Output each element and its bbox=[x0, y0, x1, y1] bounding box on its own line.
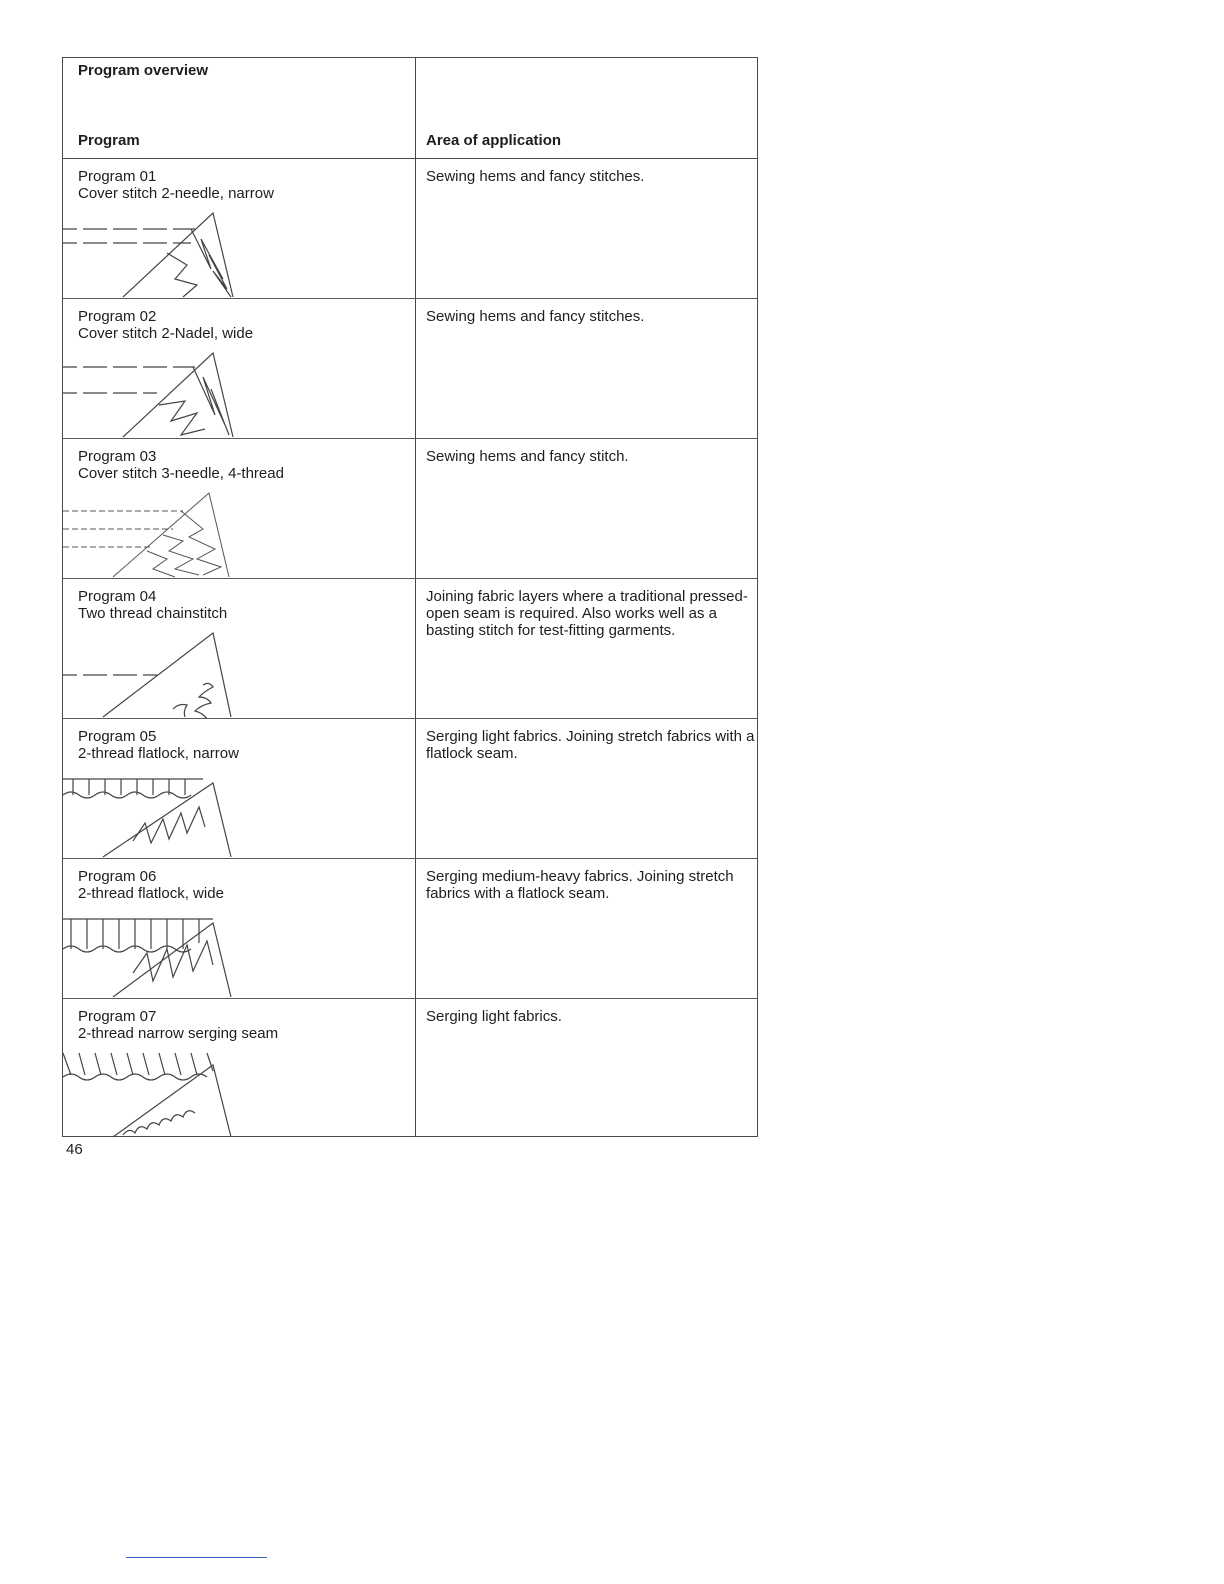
program-name: Program 04 bbox=[78, 588, 157, 605]
program-name: Program 07 bbox=[78, 1008, 157, 1025]
table-row bbox=[63, 159, 757, 299]
cover-stitch-3-needle-illustration bbox=[63, 489, 243, 579]
table-header bbox=[63, 58, 757, 159]
cover-stitch-wide-illustration bbox=[63, 349, 243, 439]
cover-stitch-narrow-illustration bbox=[63, 209, 243, 299]
program-name: Program 06 bbox=[78, 868, 157, 885]
column-header-application: Area of application bbox=[426, 132, 562, 149]
program-description: 2-thread flatlock, wide bbox=[78, 885, 224, 902]
area-of-application: Serging light fabrics. bbox=[426, 1008, 562, 1025]
column-header-program: Program bbox=[78, 132, 140, 149]
program-description: 2-thread narrow serging seam bbox=[78, 1025, 279, 1042]
table-row bbox=[63, 719, 757, 859]
table-row bbox=[63, 439, 757, 579]
area-of-application: Serging light fabrics. Joining stretch fabrics with a flatlock seam. bbox=[426, 728, 755, 762]
table-row bbox=[63, 299, 757, 439]
area-of-application: Serging medium-heavy fabrics. Joining stretch fabrics with a flatlock seam. bbox=[426, 868, 734, 902]
program-description: Cover stitch 2-needle, narrow bbox=[78, 185, 274, 202]
table-row bbox=[63, 999, 757, 1139]
flatlock-wide-illustration bbox=[63, 909, 243, 999]
program-description: Cover stitch 2-Nadel, wide bbox=[78, 325, 254, 342]
program-name: Program 05 bbox=[78, 728, 157, 745]
area-of-application: Sewing hems and fancy stitches. bbox=[426, 308, 645, 325]
area-of-application: Joining fabric layers where a traditional pressed-open seam is required. Also works well as a basting stitch for test-fitting garments. bbox=[426, 588, 748, 639]
program-name: Program 03 bbox=[78, 448, 157, 465]
program-name: Program 01 bbox=[78, 168, 157, 185]
table-row bbox=[63, 579, 757, 719]
flatlock-narrow-illustration bbox=[63, 769, 243, 859]
chainstitch-illustration bbox=[63, 629, 243, 719]
page-number: 46 bbox=[66, 1141, 83, 1158]
narrow-serging-seam-illustration bbox=[63, 1049, 243, 1139]
program-name: Program 02 bbox=[78, 308, 157, 325]
area-of-application: Sewing hems and fancy stitches. bbox=[426, 168, 645, 185]
table-row bbox=[63, 859, 757, 999]
program-description: Cover stitch 3-needle, 4-thread bbox=[78, 465, 284, 482]
footer-rule bbox=[126, 1557, 267, 1558]
table-title: Program overview bbox=[78, 62, 209, 79]
area-of-application: Sewing hems and fancy stitch. bbox=[426, 448, 629, 465]
program-overview-table bbox=[62, 57, 758, 1137]
program-description: 2-thread flatlock, narrow bbox=[78, 745, 239, 762]
program-description: Two thread chainstitch bbox=[78, 605, 228, 622]
